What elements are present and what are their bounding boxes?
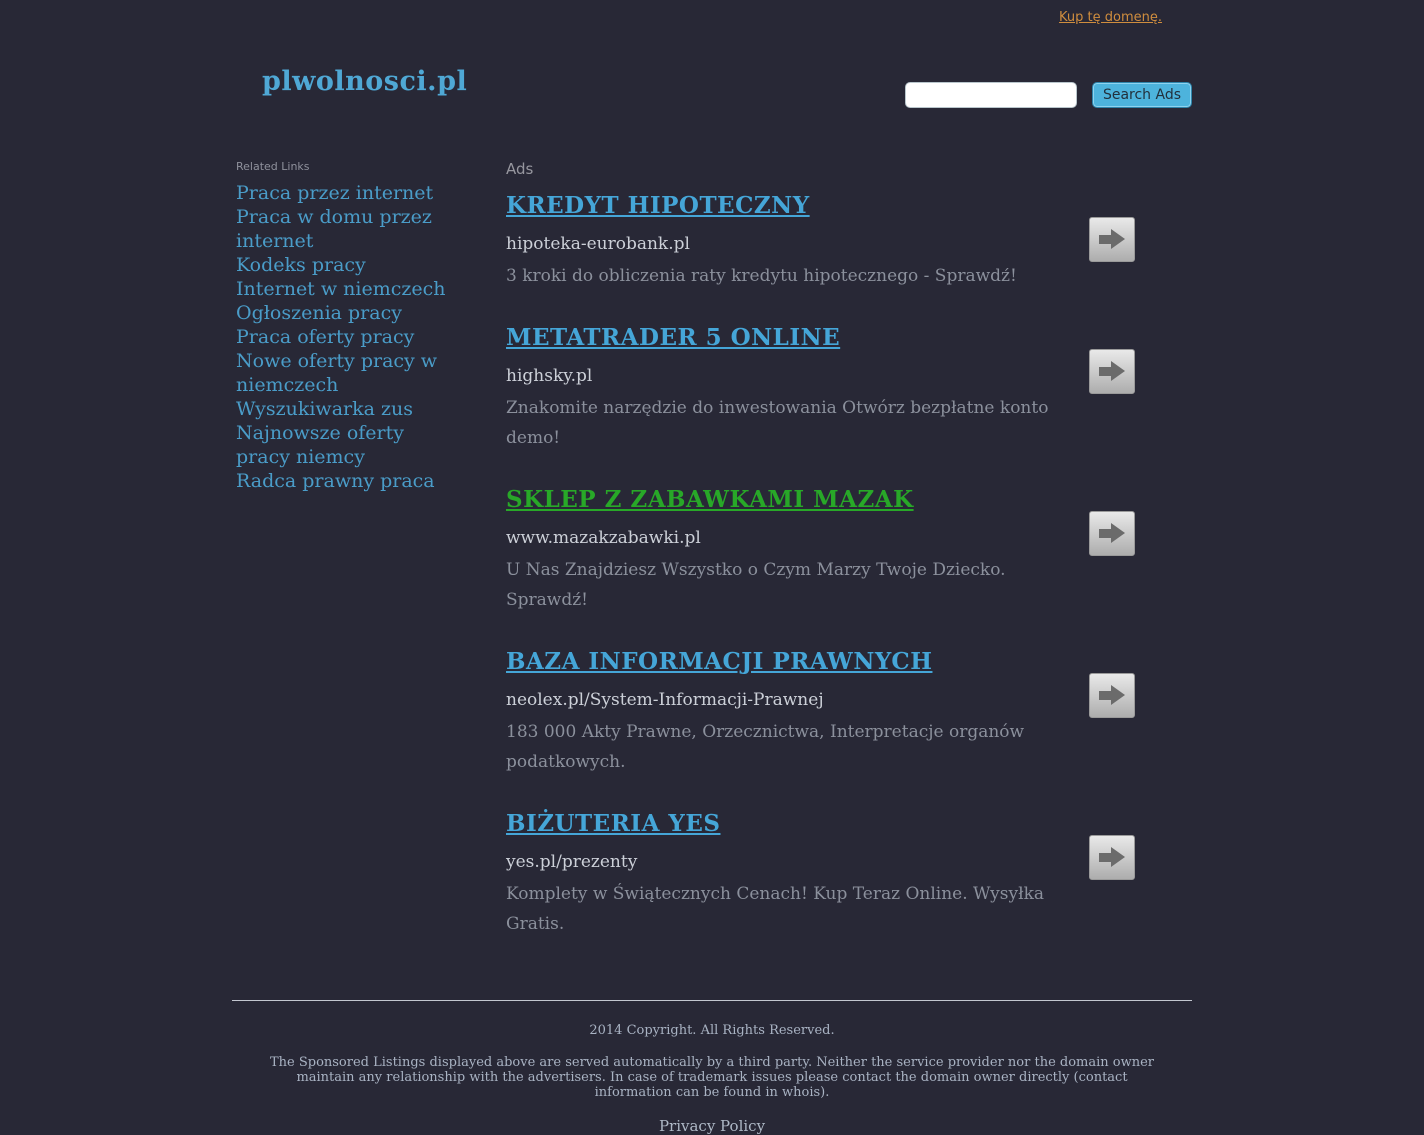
related-links-heading: Related Links [236, 160, 310, 173]
ad-url: www.mazakzabawki.pl [506, 528, 701, 548]
sidebar-link[interactable]: Praca w domu przez internet [236, 206, 432, 252]
sidebar-link[interactable]: Ogłoszenia pracy [236, 302, 402, 324]
header [232, 0, 1192, 108]
ad-arrow-button[interactable] [1089, 673, 1135, 718]
sidebar-link[interactable]: Internet w niemczech [236, 278, 446, 300]
sidebar-link[interactable]: Praca przez internet [236, 182, 434, 204]
sidebar-link[interactable]: Kodeks pracy [236, 254, 366, 276]
footer [232, 1000, 1192, 1135]
right-arrow-icon [1099, 691, 1111, 700]
related-links-sidebar [236, 160, 452, 972]
sidebar-link[interactable]: Wyszukiwarka zus [236, 398, 413, 420]
ad-description: Komplety w Świątecznych Cenach! Kup Teraz Online. Wysyłka Gratis. [506, 884, 1045, 934]
related-links-list [236, 181, 452, 493]
ad-title-link[interactable]: SKLEP Z ZABAWKAMI MAZAK [506, 486, 914, 513]
site-logo: plwolnosci.pl [262, 66, 468, 97]
ad-description: 183 000 Akty Prawne, Orzecznictwa, Interpretacje organów podatkowych. [506, 722, 1025, 772]
ad-listing [506, 192, 1192, 291]
page-wrapper [232, 0, 1192, 1135]
ads-heading: Ads [506, 160, 534, 178]
right-arrow-icon [1099, 367, 1111, 376]
ad-arrow-button[interactable] [1089, 217, 1135, 262]
search-input[interactable] [905, 82, 1077, 108]
ad-title-link[interactable]: KREDYT HIPOTECZNY [506, 192, 810, 219]
right-arrow-icon [1099, 853, 1111, 862]
ad-url: hipoteka-eurobank.pl [506, 234, 690, 254]
ad-listing [506, 324, 1192, 453]
sidebar-link[interactable]: Praca oferty pracy [236, 326, 415, 348]
sidebar-link[interactable]: Radca prawny praca [236, 470, 435, 492]
ad-title-link[interactable]: METATRADER 5 ONLINE [506, 324, 841, 351]
ad-description: Znakomite narzędzie do inwestowania Otwórz bezpłatne konto demo! [506, 398, 1049, 448]
ad-listing [506, 810, 1192, 939]
ad-arrow-button[interactable] [1089, 511, 1135, 556]
right-arrow-icon [1099, 529, 1111, 538]
ad-description: U Nas Znajdziesz Wszystko o Czym Marzy Twoje Dziecko. Sprawdź! [506, 560, 1006, 610]
sidebar-link[interactable]: Najnowsze oferty pracy niemcy [236, 422, 404, 468]
footer-divider [232, 1000, 1192, 1001]
privacy-policy-link[interactable]: Privacy Policy [658, 1117, 766, 1135]
right-arrow-icon [1099, 235, 1111, 244]
ad-arrow-button[interactable] [1089, 349, 1135, 394]
ad-url: neolex.pl/System-Informacji-Prawnej [506, 690, 824, 710]
sidebar-link[interactable]: Nowe oferty pracy w niemczech [236, 350, 438, 396]
ad-title-link[interactable]: BIŻUTERIA YES [506, 810, 721, 837]
ad-description: 3 kroki do obliczenia raty kredytu hipotecznego - Sprawdź! [506, 266, 1017, 286]
ad-title-link[interactable]: BAZA INFORMACJI PRAWNYCH [506, 648, 933, 675]
main-content [232, 160, 1192, 972]
ad-url: highsky.pl [506, 366, 593, 386]
search-area [905, 82, 1192, 108]
disclaimer-text: The Sponsored Listings displayed above are served automatically by a third party. Neither the service provider nor the domain owner maintain any relationship with the advertisers. In case of trademark issues please contact the domain owner directly (contact information can be found in whois). [269, 1055, 1155, 1100]
copyright-text: 2014 Copyright. All Rights Reserved. [589, 1023, 835, 1038]
buy-domain-link[interactable]: Kup tę domenę. [1059, 10, 1162, 25]
ad-url: yes.pl/prezenty [506, 852, 638, 872]
ads-column [506, 160, 1192, 972]
search-ads-button[interactable]: Search Ads [1092, 82, 1192, 108]
ad-listing [506, 486, 1192, 615]
ad-listing [506, 648, 1192, 777]
ad-arrow-button[interactable] [1089, 835, 1135, 880]
